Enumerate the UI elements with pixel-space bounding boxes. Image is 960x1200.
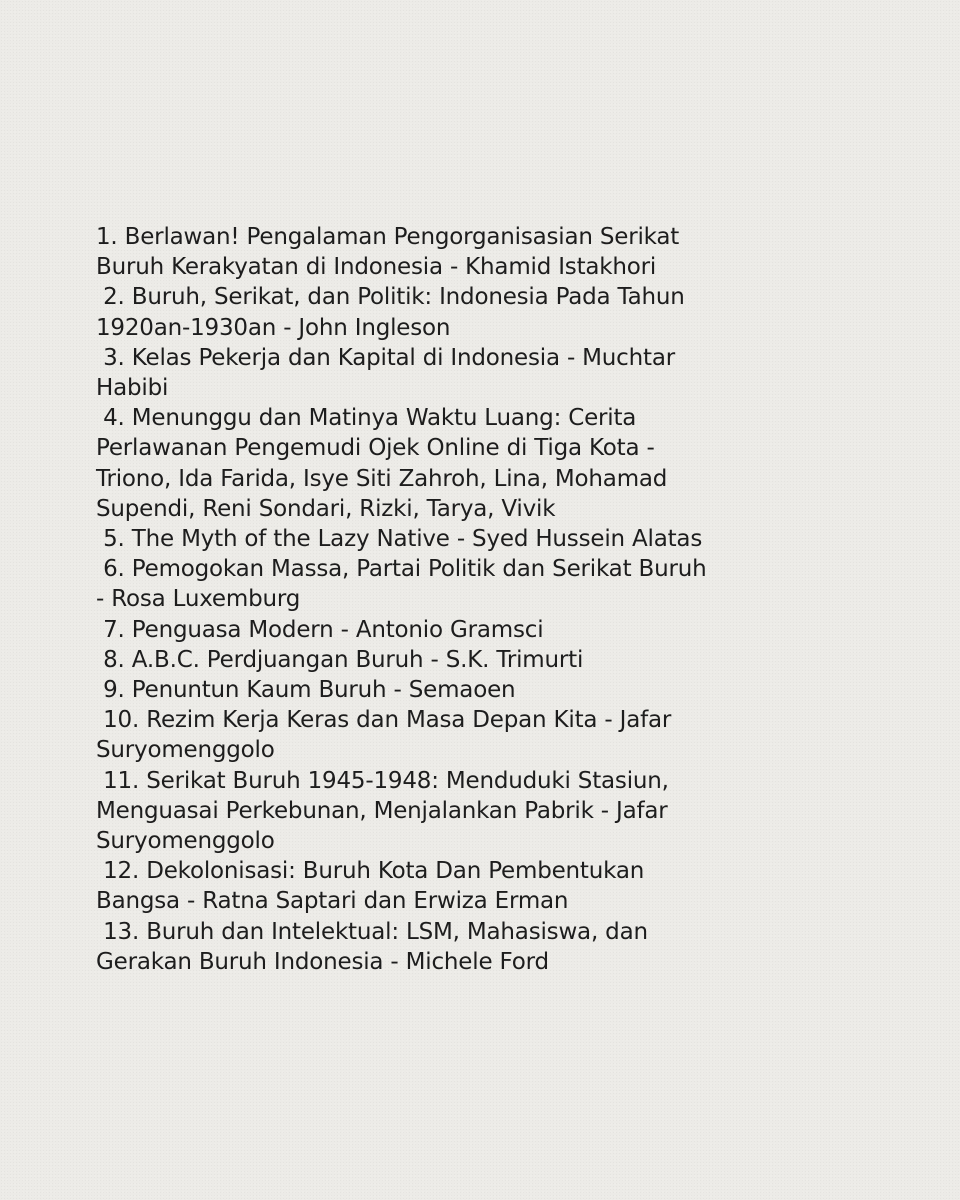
list-item-line: Gerakan Buruh Indonesia - Michele Ford <box>96 948 549 975</box>
list-item-line: 8. A.B.C. Perdjuangan Buruh - S.K. Trimurti <box>96 646 584 673</box>
list-item-line: 13. Buruh dan Intelektual: LSM, Mahasiswa, dan <box>96 918 648 945</box>
list-item-line: 12. Dekolonisasi: Buruh Kota Dan Pembentukan <box>96 858 645 885</box>
book-list <box>96 222 786 977</box>
list-item <box>96 343 786 403</box>
list-item-line: 9. Penuntun Kaum Buruh - Semaoen <box>96 677 516 704</box>
list-item-line: 5. The Myth of the Lazy Native - Syed Hussein Alatas <box>96 526 703 553</box>
list-item-line: 1. Berlawan! Pengalaman Pengorganisasian Serikat <box>96 224 680 250</box>
list-item <box>96 645 786 675</box>
list-item <box>96 524 786 554</box>
list-item <box>96 917 786 977</box>
list-item-line: 4. Menunggu dan Matinya Waktu Luang: Cerita <box>96 405 637 432</box>
list-item-line: - Rosa Luxemburg <box>96 586 301 613</box>
list-item <box>96 403 786 524</box>
list-item <box>96 554 786 614</box>
list-item <box>96 222 786 282</box>
list-item-line: Suryomenggolo <box>96 737 275 764</box>
list-item-line: 1920an-1930an - John Ingleson <box>96 314 451 341</box>
list-item-line: Buruh Kerakyatan di Indonesia - Khamid Istakhori <box>96 254 657 281</box>
list-item <box>96 615 786 645</box>
list-item <box>96 282 786 342</box>
list-item-line: Habibi <box>96 375 169 402</box>
list-item-line: Suryomenggolo <box>96 828 275 855</box>
list-item-line: 6. Pemogokan Massa, Partai Politik dan Serikat Buruh <box>96 556 707 583</box>
list-item-line: Supendi, Reni Sondari, Rizki, Tarya, Vivik <box>96 495 556 522</box>
list-item-line: Perlawanan Pengemudi Ojek Online di Tiga Kota - <box>96 435 655 462</box>
list-item <box>96 675 786 705</box>
list-item-line: 11. Serikat Buruh 1945-1948: Menduduki Stasiun, <box>96 767 669 794</box>
list-item-line: 2. Buruh, Serikat, dan Politik: Indonesia Pada Tahun <box>96 284 685 311</box>
list-item <box>96 705 786 765</box>
list-item-line: Bangsa - Ratna Saptari dan Erwiza Erman <box>96 888 569 915</box>
list-item <box>96 766 786 857</box>
list-item-line: 7. Penguasa Modern - Antonio Gramsci <box>96 616 544 643</box>
list-item <box>96 856 786 916</box>
list-item-line: Triono, Ida Farida, Isye Siti Zahroh, Lina, Mohamad <box>96 465 668 492</box>
list-item-line: 3. Kelas Pekerja dan Kapital di Indonesia - Muchtar <box>96 344 675 371</box>
list-item-line: 10. Rezim Kerja Keras dan Masa Depan Kita - Jafar <box>96 707 672 734</box>
list-item-line: Menguasai Perkebunan, Menjalankan Pabrik - Jafar <box>96 797 668 824</box>
